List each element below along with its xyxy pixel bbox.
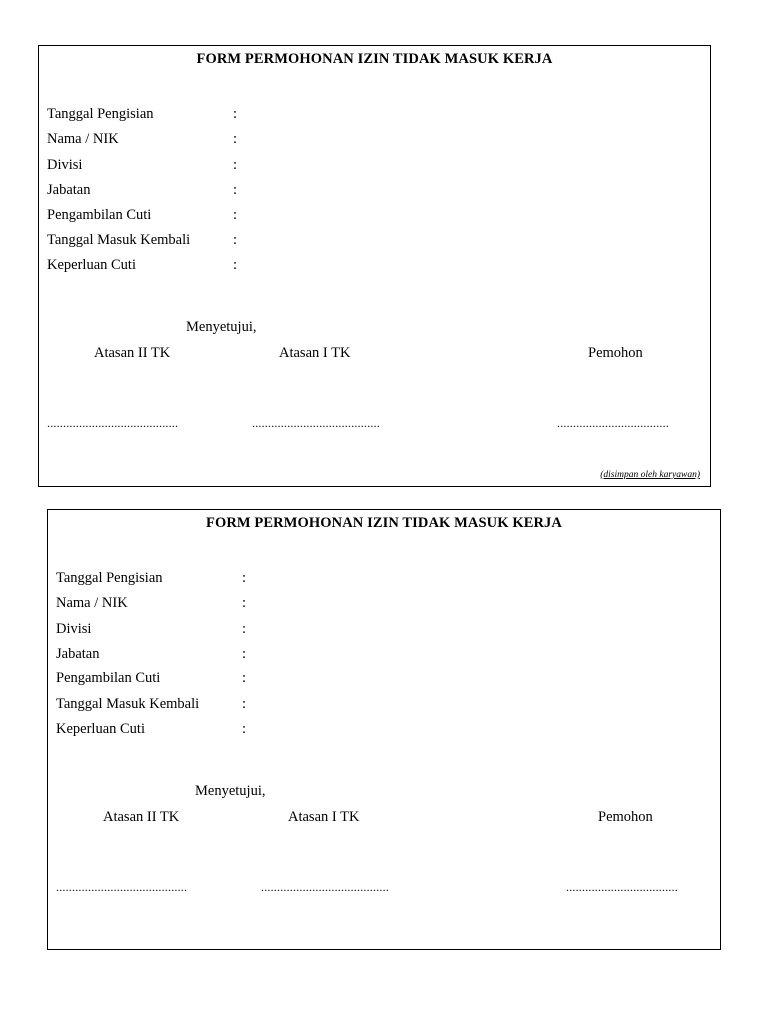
signature-line-pemohon: ...................................	[557, 416, 669, 430]
form-title: FORM PERMOHONAN IZIN TIDAK MASUK KERJA	[206, 515, 562, 531]
field-label: Jabatan	[47, 182, 91, 198]
field-label: Divisi	[56, 621, 92, 637]
signature-line-atasan-i: ........................................	[261, 880, 389, 894]
form-title: FORM PERMOHONAN IZIN TIDAK MASUK KERJA	[196, 51, 553, 67]
signatory-role-atasan-i: Atasan I TK	[288, 809, 360, 825]
field-label: Tanggal Masuk Kembali	[56, 696, 200, 712]
signatory-role-atasan-ii: Atasan II TK	[94, 345, 171, 361]
field-label: Keperluan Cuti	[56, 721, 145, 737]
approval-label: Menyetujui,	[186, 319, 257, 335]
approval-label: Menyetujui,	[195, 783, 266, 799]
field-label: Tanggal Masuk Kembali	[47, 232, 191, 248]
field-colon: :	[233, 257, 238, 273]
field-label: Keperluan Cuti	[47, 257, 136, 273]
field-colon: :	[233, 106, 238, 122]
signature-line-atasan-i: ........................................	[252, 416, 380, 430]
field-colon: :	[233, 157, 238, 173]
field-label: Pengambilan Cuti	[56, 670, 161, 686]
field-colon: :	[233, 232, 238, 248]
field-colon: :	[233, 207, 238, 223]
field-colon: :	[242, 696, 247, 712]
field-colon: :	[242, 570, 247, 586]
field-label: Divisi	[47, 157, 83, 173]
signatory-role-atasan-ii: Atasan II TK	[103, 809, 180, 825]
signatory-role-pemohon: Pemohon	[588, 345, 643, 361]
field-label: Tanggal Pengisian	[56, 570, 163, 586]
field-label: Nama / NIK	[56, 595, 128, 611]
field-colon: :	[233, 131, 238, 147]
retention-note: (disimpan oleh karyawan)	[600, 470, 700, 480]
field-colon: :	[242, 670, 247, 686]
signature-line-atasan-ii: .........................................	[56, 880, 188, 894]
leave-request-form-employee-copy	[38, 45, 711, 487]
field-colon: :	[242, 721, 247, 737]
field-colon: :	[233, 182, 238, 198]
signature-line-pemohon: ...................................	[566, 880, 678, 894]
field-label: Nama / NIK	[47, 131, 119, 147]
signatory-role-atasan-i: Atasan I TK	[279, 345, 351, 361]
field-label: Tanggal Pengisian	[47, 106, 154, 122]
signature-line-atasan-ii: .........................................	[47, 416, 179, 430]
leave-request-form-company-copy	[47, 509, 721, 950]
field-label: Pengambilan Cuti	[47, 207, 152, 223]
signatory-role-pemohon: Pemohon	[598, 809, 653, 825]
field-colon: :	[242, 595, 247, 611]
field-label: Jabatan	[56, 646, 100, 662]
field-colon: :	[242, 646, 247, 662]
field-colon: :	[242, 621, 247, 637]
